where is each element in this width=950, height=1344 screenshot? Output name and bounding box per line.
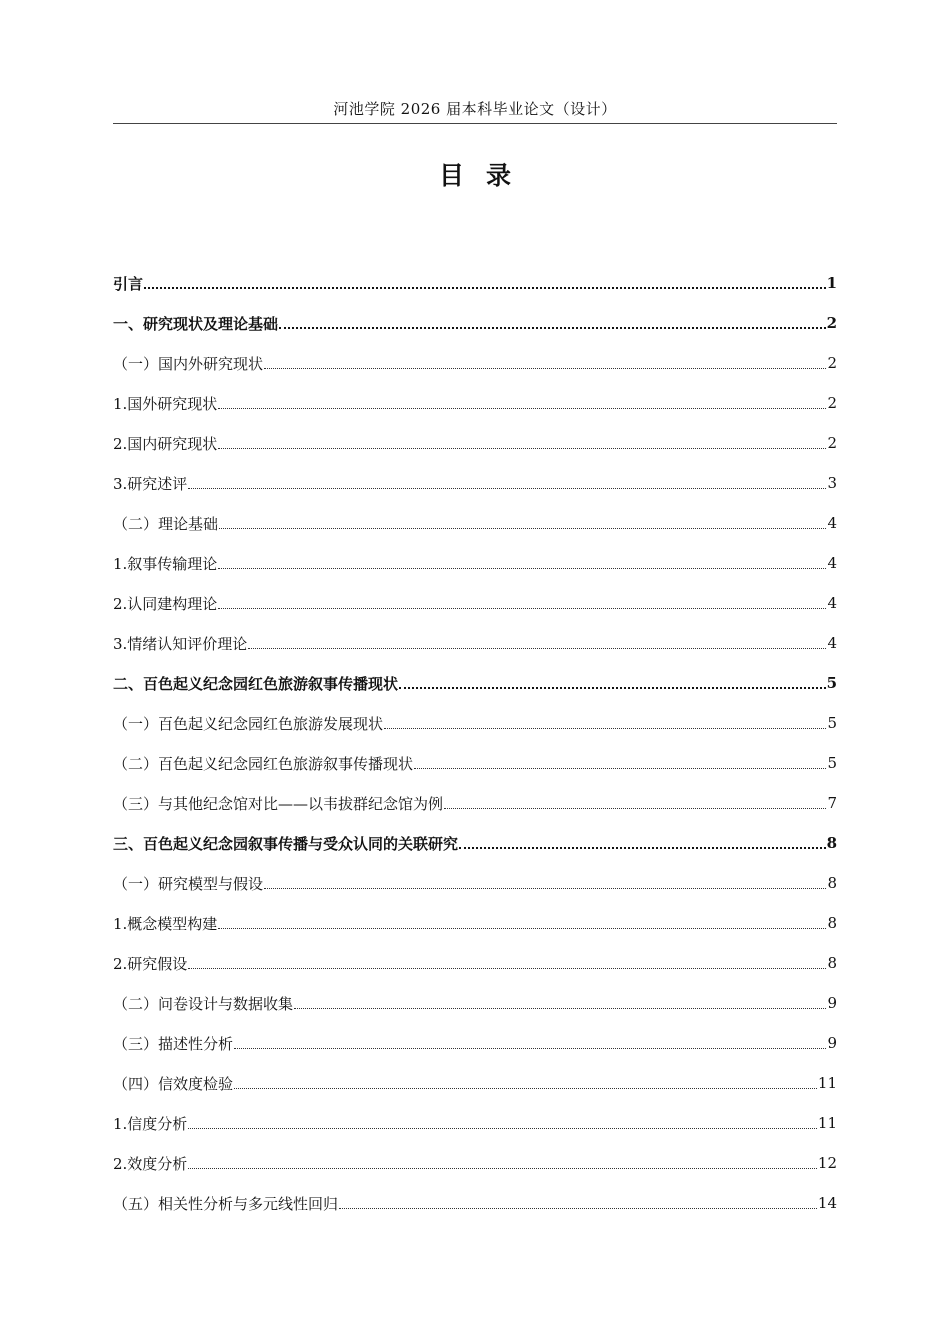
toc-dot-leader [218,568,826,569]
toc-dot-leader [188,1168,817,1169]
toc-entry-page-number: 5 [827,714,837,732]
toc-entry-label: 三、百色起义纪念园叙事传播与受众认同的关联研究 [113,834,459,853]
toc-entry-label: 2.国内研究现状 [113,434,218,453]
table-of-contents [113,263,837,1223]
toc-entry[interactable] [113,1063,837,1103]
toc-entry[interactable] [113,343,837,383]
toc-dot-leader [414,768,826,769]
toc-entry[interactable] [113,783,837,823]
toc-entry[interactable] [113,983,837,1023]
toc-entry-label: 3.情绪认知评价理论 [113,634,248,653]
toc-entry-label: （一）国内外研究现状 [113,354,264,373]
toc-entry[interactable] [113,663,837,703]
toc-entry[interactable] [113,743,837,783]
toc-entry-label: （二）理论基础 [113,514,219,533]
page-title: 目录 [438,161,533,190]
toc-entry-page-number: 12 [817,1154,837,1172]
toc-entry-label: （二）问卷设计与数据收集 [113,994,294,1013]
toc-dot-leader [218,928,826,929]
toc-entry[interactable] [113,503,837,543]
toc-entry-label: 1.国外研究现状 [113,394,218,413]
toc-dot-leader [219,528,826,529]
toc-dot-leader [234,1048,826,1049]
toc-entry-page-number: 8 [827,954,837,972]
toc-entry-page-number: 2 [827,394,837,412]
toc-entry[interactable] [113,863,837,903]
toc-dot-leader [188,1128,817,1129]
toc-dot-leader [459,847,826,849]
running-header: 河池学院 2026 届本科毕业论文（设计） [333,100,617,118]
toc-entry-page-number: 4 [827,554,837,572]
toc-entry[interactable] [113,303,837,343]
toc-entry-page-number: 4 [827,594,837,612]
toc-entry-label: 二、百色起义纪念园红色旅游叙事传播现状 [113,674,399,693]
toc-entry-page-number: 2 [827,354,837,372]
toc-entry-page-number: 2 [827,434,837,452]
toc-entry-page-number: 5 [826,674,837,692]
toc-dot-leader [218,448,826,449]
toc-dot-leader [399,687,826,689]
toc-entry[interactable] [113,383,837,423]
toc-entry-label: 2.认同建构理论 [113,594,218,613]
toc-entry-label: 一、研究现状及理论基础 [113,314,279,333]
toc-entry-page-number: 4 [827,634,837,652]
toc-entry-label: 引言 [113,274,144,293]
toc-dot-leader [384,728,826,729]
toc-entry[interactable] [113,1103,837,1143]
toc-entry[interactable] [113,263,837,303]
toc-entry-label: 1.叙事传输理论 [113,554,218,573]
toc-entry-label: （一）百色起义纪念园红色旅游发展现状 [113,714,384,733]
toc-entry-label: （二）百色起义纪念园红色旅游叙事传播现状 [113,754,414,773]
toc-entry-label: 3.研究述评 [113,474,188,493]
toc-dot-leader [188,488,826,489]
toc-dot-leader [339,1208,817,1209]
toc-entry[interactable] [113,1143,837,1183]
toc-entry[interactable] [113,1183,837,1223]
toc-entry-label: （三）与其他纪念馆对比——以韦拔群纪念馆为例 [113,794,444,813]
toc-entry[interactable] [113,703,837,743]
toc-dot-leader [218,408,826,409]
toc-entry[interactable] [113,423,837,463]
toc-entry-page-number: 2 [826,314,837,332]
toc-entry-label: （四）信效度检验 [113,1074,234,1093]
toc-dot-leader [144,287,826,289]
toc-entry[interactable] [113,463,837,503]
toc-entry-label: （三）描述性分析 [113,1034,234,1053]
toc-entry-page-number: 7 [827,794,837,812]
toc-entry-page-number: 9 [827,994,837,1012]
toc-entry-page-number: 5 [827,754,837,772]
toc-dot-leader [218,608,826,609]
toc-entry[interactable] [113,903,837,943]
toc-entry-page-number: 11 [817,1114,837,1132]
toc-entry-page-number: 8 [826,834,837,852]
toc-entry-label: 1.信度分析 [113,1114,188,1133]
toc-entry-label: （五）相关性分析与多元线性回归 [113,1194,339,1213]
toc-entry-label: 1.概念模型构建 [113,914,218,933]
toc-entry[interactable] [113,583,837,623]
toc-entry-label: 2.研究假设 [113,954,188,973]
toc-dot-leader [264,888,826,889]
toc-entry-page-number: 4 [827,514,837,532]
toc-entry[interactable] [113,1023,837,1063]
toc-entry[interactable] [113,543,837,583]
toc-entry[interactable] [113,943,837,983]
toc-entry-page-number: 11 [817,1074,837,1092]
toc-dot-leader [248,648,826,649]
toc-dot-leader [264,368,826,369]
toc-dot-leader [444,808,826,809]
header-divider [113,123,837,124]
toc-entry-label: 2.效度分析 [113,1154,188,1173]
toc-entry[interactable] [113,623,837,663]
toc-entry-page-number: 9 [827,1034,837,1052]
toc-entry-page-number: 14 [817,1194,837,1212]
toc-entry-page-number: 8 [827,914,837,932]
toc-dot-leader [188,968,826,969]
toc-entry-label: （一）研究模型与假设 [113,874,264,893]
toc-dot-leader [234,1088,817,1089]
toc-dot-leader [279,327,826,329]
toc-entry-page-number: 3 [827,474,837,492]
toc-entry[interactable] [113,823,837,863]
toc-entry-page-number: 1 [826,274,837,292]
toc-entry-page-number: 8 [827,874,837,892]
toc-dot-leader [294,1008,826,1009]
